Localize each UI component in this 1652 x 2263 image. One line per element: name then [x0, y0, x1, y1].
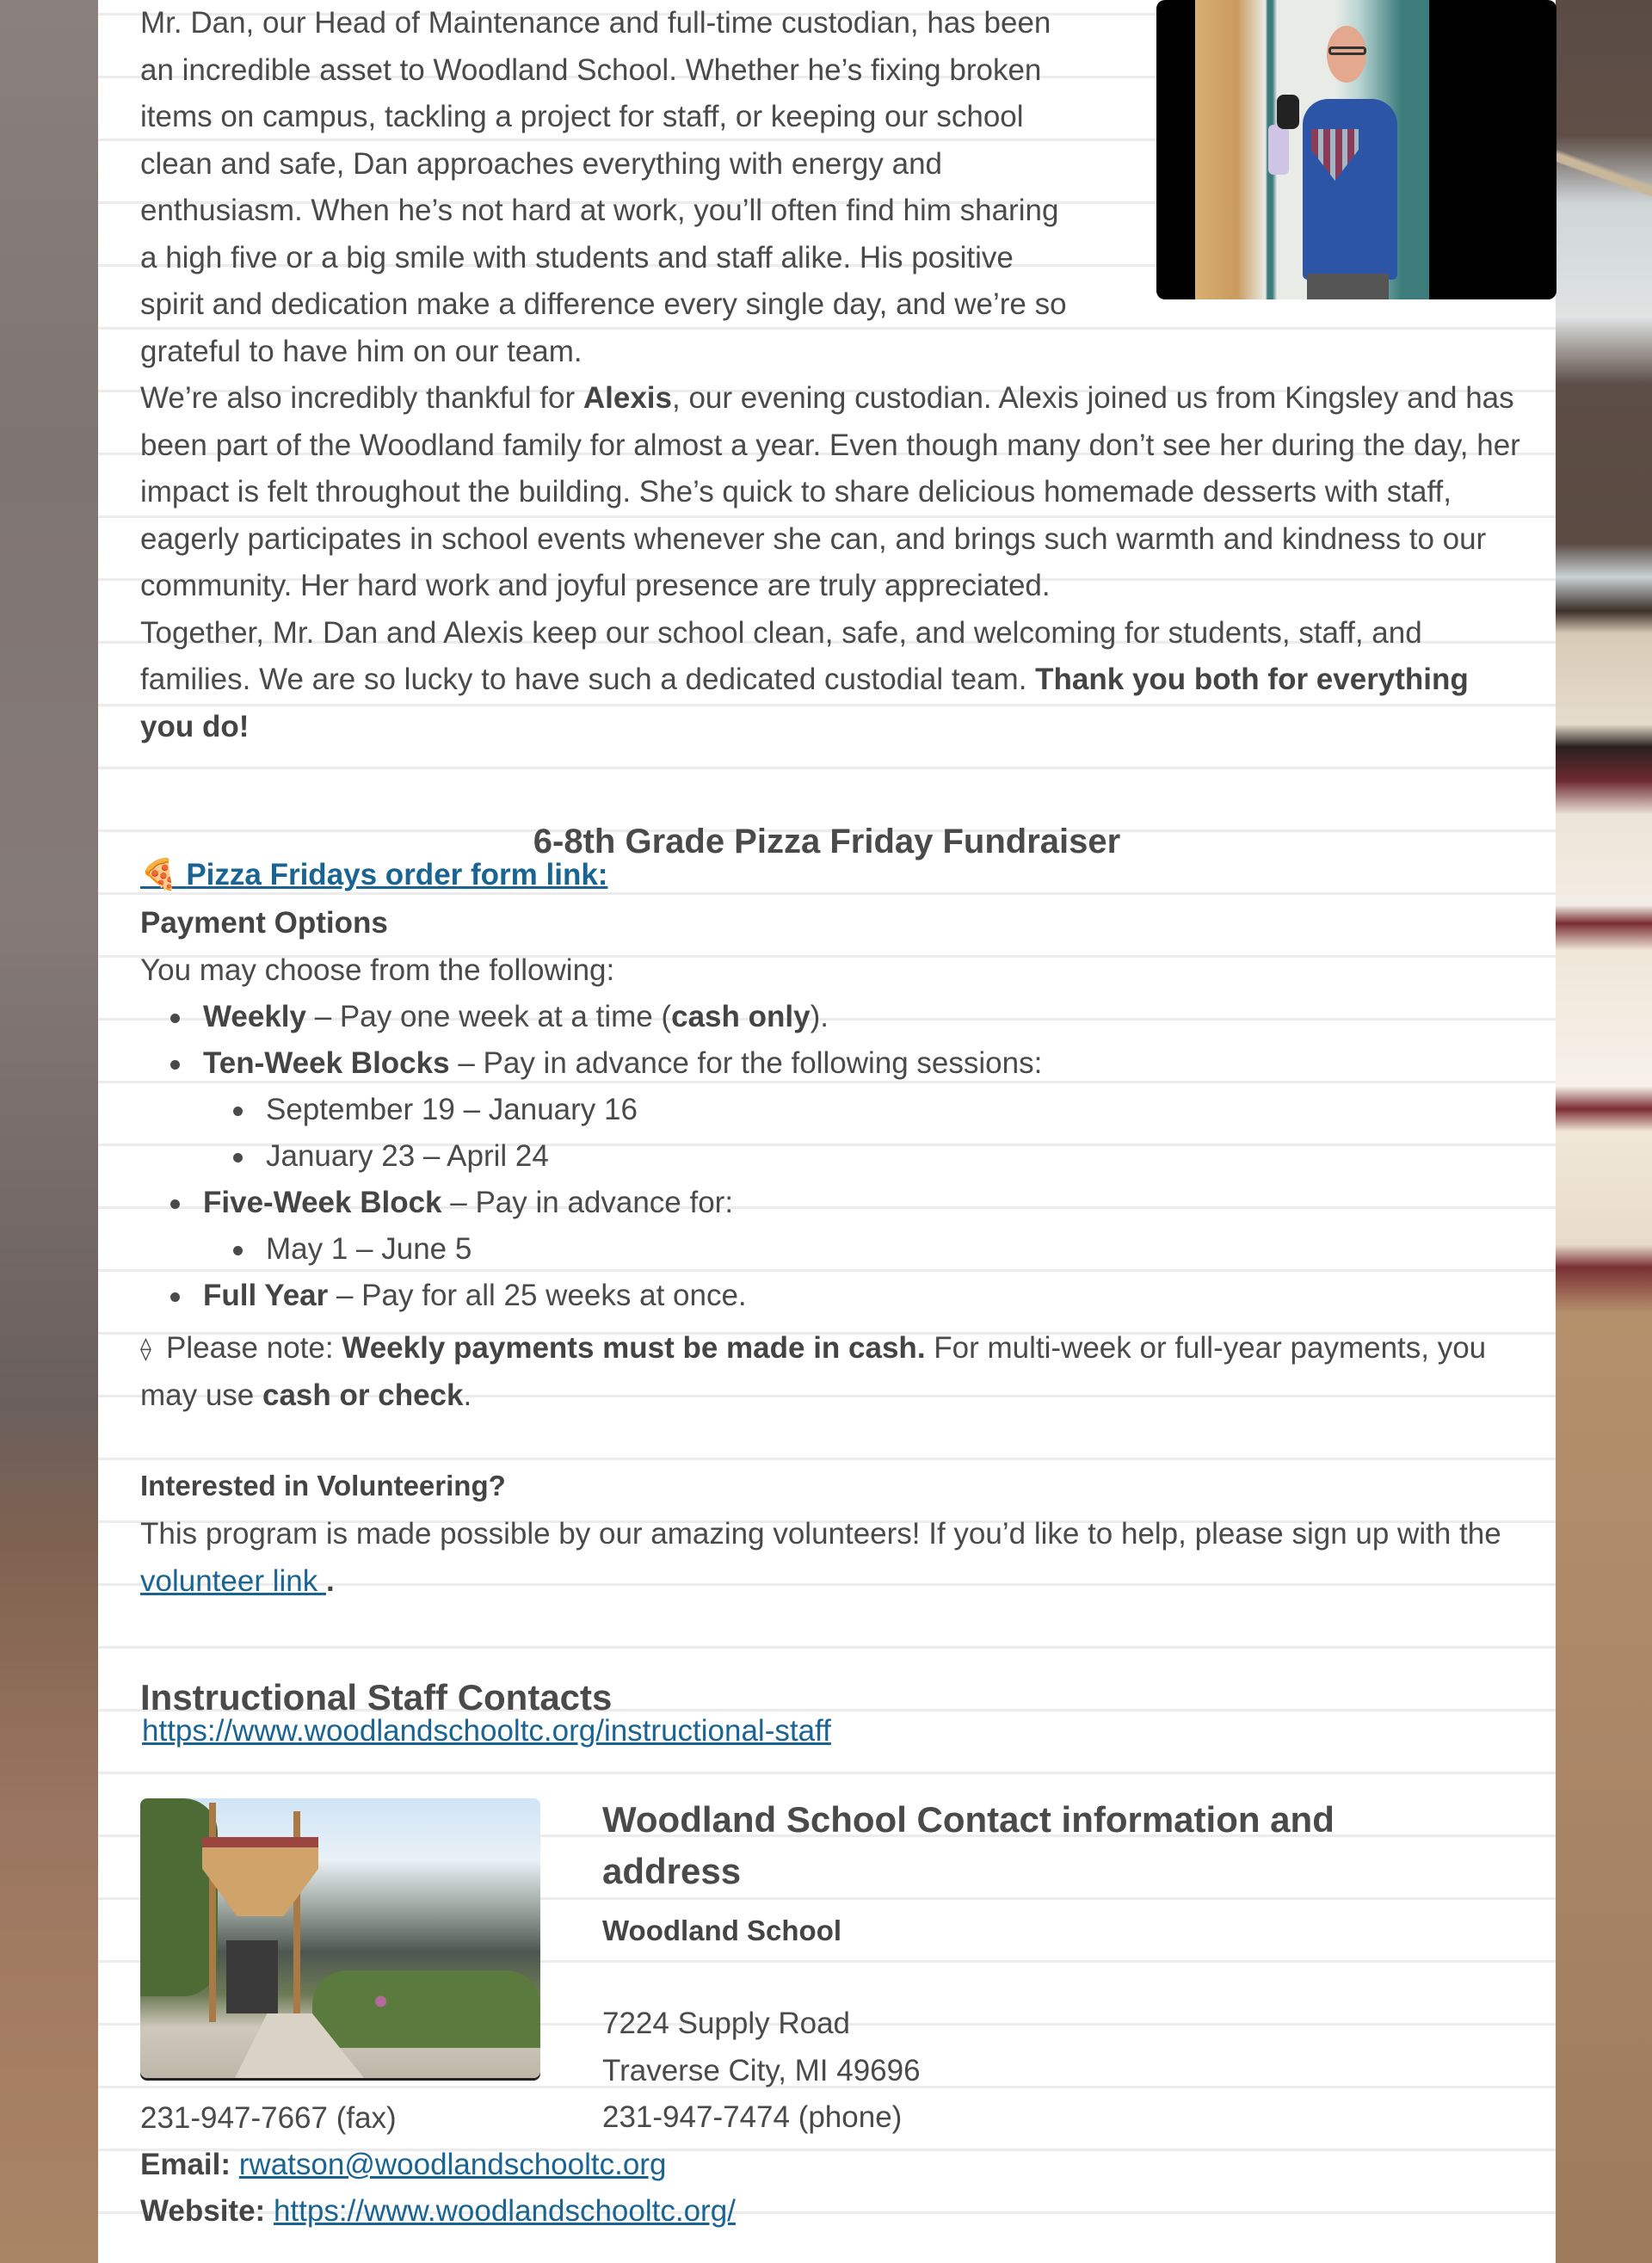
alexis-text-after: , our evening custodian. Alexis joined us from Kingsley and has been part of the Woodland family for almost a year. Even though many don’t see her during the day, her impact is felt throughout the building. She’s quick to share delicious homemade desserts with staff, eagerly participates in school events whenever she can, and brings such warmth and kindness to our community. Her hard work and joyful presence are truly appreciated. — [140, 381, 1520, 602]
volunteer-heading: Interested in Volunteering? — [140, 1470, 506, 1501]
photo-entrance-canopy — [202, 1837, 318, 1916]
contact-title: Woodland School Contact information and address — [602, 1799, 1335, 1891]
background-wood-left — [0, 0, 98, 2263]
email-label: Email: — [140, 2148, 231, 2181]
volunteer-text-before: This program is made possible by our amazing volunteers! If you’d like to help, please sign up with the — [140, 1517, 1501, 1551]
payment-note — [140, 1325, 1526, 1419]
payment-options-list — [140, 994, 1494, 1319]
photo-shrubs — [312, 1970, 540, 2048]
background-books-right — [1556, 0, 1652, 2263]
option-desc: – Pay for all 25 weeks at once. — [328, 1279, 747, 1312]
pizza-icon: 🍕 — [140, 858, 178, 891]
school-name: Woodland School — [602, 1915, 842, 1946]
contact-info-block — [602, 1794, 1463, 2142]
list-item-five-week — [203, 1180, 1494, 1273]
volunteer-text — [140, 1511, 1526, 1605]
list-item-weekly — [203, 994, 1494, 1040]
alexis-block — [140, 375, 1526, 750]
email-row — [140, 2142, 666, 2189]
option-desc-end: ). — [810, 1000, 829, 1033]
option-label: Ten-Week Blocks — [203, 1046, 450, 1080]
note-bold-cash-check: cash or check — [262, 1378, 464, 1412]
address-line-1: 7224 Supply Road — [602, 2007, 850, 2040]
photo-glove — [1277, 95, 1299, 129]
email-link[interactable]: rwatson@woodlandschooltc.org — [238, 2148, 667, 2181]
payment-intro: You may choose from the following: — [140, 953, 615, 987]
volunteer-link[interactable]: volunteer link — [140, 1563, 326, 1598]
pizza-order-form-link-label: Pizza Fridays order form link: — [186, 858, 608, 891]
option-desc: – Pay in advance for the following sessions: — [449, 1046, 1043, 1080]
photo-spray-bottle — [1268, 125, 1289, 175]
note-middle: For multi-week or full-year payments, you may use — [140, 1331, 1487, 1412]
photo-shirt — [1303, 99, 1397, 280]
dan-photo — [1156, 0, 1556, 299]
option-label: Full Year — [203, 1279, 329, 1312]
fax-number: 231-947-7667 (fax) — [140, 2101, 397, 2135]
photo-door — [226, 1940, 278, 2013]
pizza-order-form-link[interactable] — [140, 852, 607, 898]
together-text: Together, Mr. Dan and Alexis keep our school clean, safe, and welcoming for students, staff, and families. We are so lucky to have such a dedicated custodial team. — [140, 615, 1422, 696]
list-item-full-year — [203, 1273, 1494, 1319]
payment-options-heading: Payment Options — [140, 906, 388, 940]
photo-pants — [1307, 274, 1389, 299]
photo-glasses — [1328, 46, 1366, 55]
list-item-ten-week — [203, 1040, 1494, 1180]
alexis-text-before: We’re also incredibly thankful for — [140, 381, 583, 415]
pizza-heading: 6-8th Grade Pizza Friday Fundraiser — [533, 823, 1121, 861]
website-label: Website: — [140, 2194, 266, 2228]
photo-tree — [140, 1798, 218, 1996]
session-item: May 1 – June 5 — [266, 1226, 1494, 1273]
session-item: January 23 – April 24 — [266, 1133, 1494, 1180]
note-suffix: . — [463, 1378, 472, 1412]
dan-paragraph: Mr. Dan, our Head of Maintenance and full-time custodian, has been an incredible asset to Woodland School. Whether he’s fixing broken items on campus, tackling a project for staff, or keeping our school clean and safe, Dan approaches everything with energy and enthusiasm. When he’s not hard at work, you’ll often find him sharing a high five or a big smile with students and staff alike. His positive spirit and dedication make a difference every single day, and we’re so grateful to have him on our team. — [140, 6, 1067, 368]
phone-number: 231-947-7474 (phone) — [602, 2100, 903, 2134]
option-desc-bold: cash only — [671, 1000, 811, 1033]
instructional-staff-link[interactable]: https://www.woodlandschooltc.org/instructional-staff — [142, 1714, 831, 1748]
alexis-paragraph — [140, 375, 1526, 610]
website-row — [140, 2188, 736, 2235]
note-bold-weekly: Weekly payments must be made in cash. — [342, 1331, 926, 1365]
note-prefix: Please note: — [166, 1331, 342, 1365]
ten-week-sessions-list — [203, 1087, 1494, 1180]
five-week-sessions-list — [203, 1226, 1494, 1273]
option-label: Five-Week Block — [203, 1186, 442, 1219]
together-paragraph — [140, 610, 1526, 751]
staff-contacts-heading: Instructional Staff Contacts — [140, 1676, 613, 1717]
contact-address — [602, 2001, 1463, 2142]
school-photo — [140, 1798, 540, 2078]
diamond-icon: ⟠ — [140, 1335, 151, 1361]
option-label: Weekly — [203, 1000, 306, 1033]
alexis-name: Alexis — [583, 381, 672, 415]
together-thanks: Thank you both for everything you do! — [140, 663, 1469, 743]
website-link[interactable]: https://www.woodlandschooltc.org/ — [273, 2194, 736, 2228]
option-desc: – Pay in advance for: — [441, 1186, 734, 1219]
option-desc: – Pay one week at a time ( — [306, 1000, 672, 1033]
session-item: September 19 – January 16 — [266, 1087, 1494, 1133]
newsletter-card — [98, 0, 1556, 2263]
volunteer-text-after: . — [325, 1563, 335, 1598]
photo-post — [209, 1803, 216, 2022]
address-line-2: Traverse City, MI 49696 — [602, 2053, 921, 2087]
dan-paragraph-block — [140, 0, 1078, 375]
